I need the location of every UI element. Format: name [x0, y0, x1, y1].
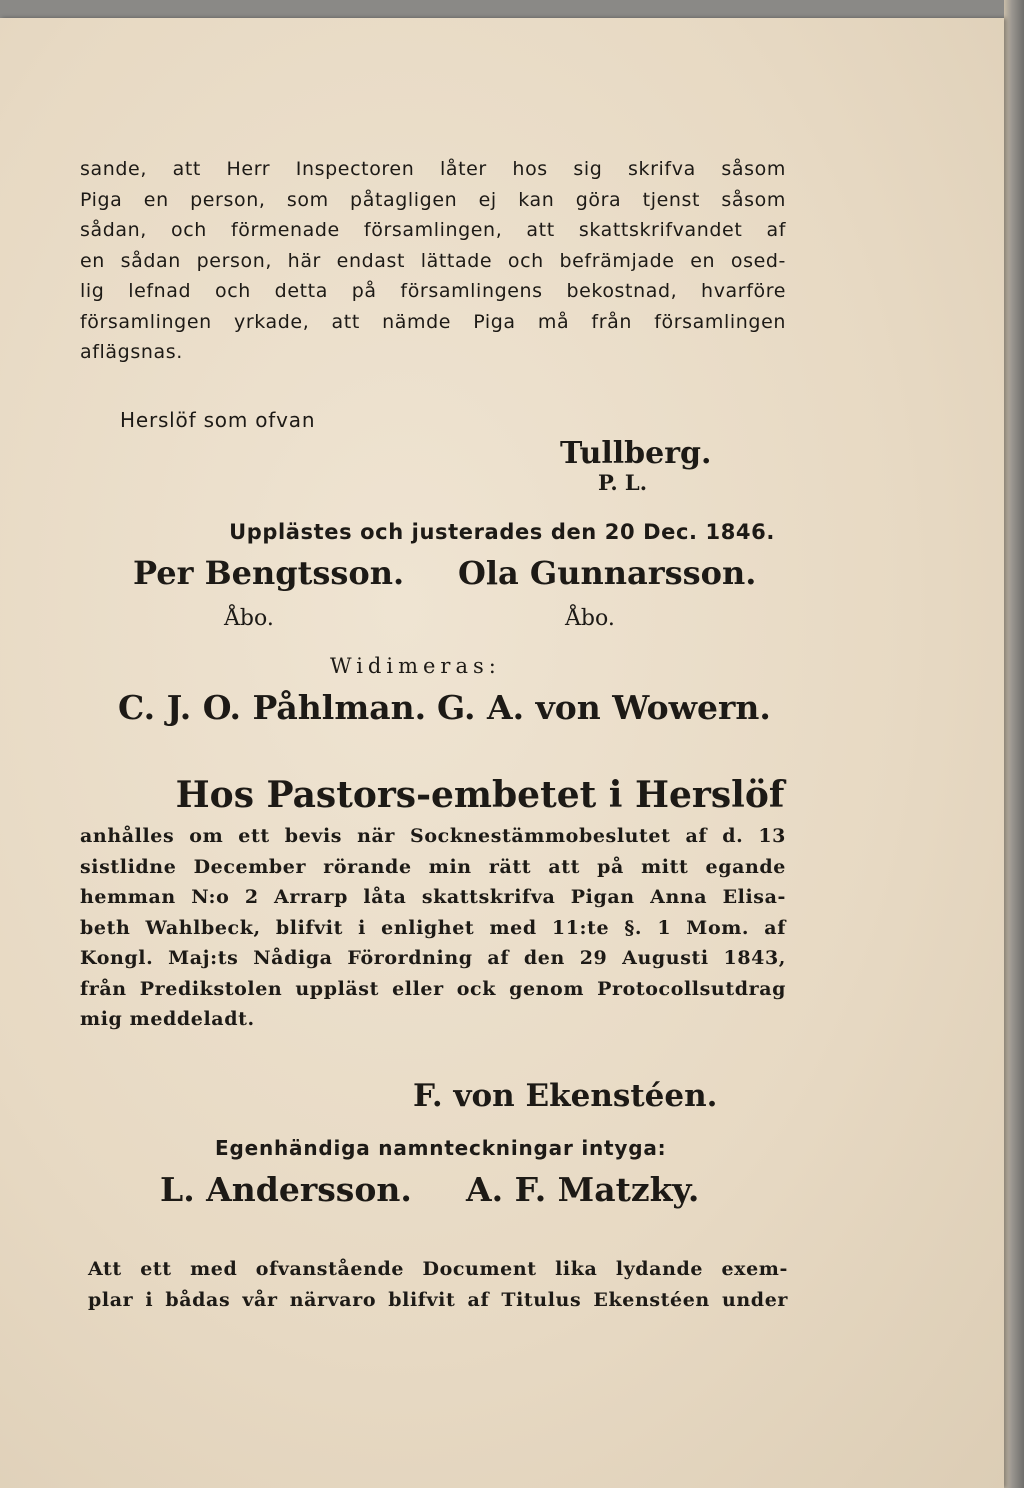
text-line: hemman N:o 2 Arrarp låta skattskrifva Pigan Anna Elisa- — [80, 886, 786, 908]
attester-von-wowern: G. A. von Wowern. — [437, 688, 771, 727]
page-edge-shadow — [1004, 0, 1024, 1488]
signer-tullberg-title: P. L. — [598, 470, 648, 495]
text-line: anhålles om ett bevis när Socknestämmobeslutet af d. 13 — [80, 825, 786, 847]
background-top — [0, 0, 1024, 18]
attest-word: Widimeras: — [330, 654, 501, 678]
text-line: sistlidne December rörande min rätt att på mitt egande — [80, 855, 786, 878]
witness-per-bengtsson: Per Bengtsson. — [133, 554, 405, 592]
certify-line: Egenhändiga namnteckningar intyga: — [215, 1136, 667, 1160]
paragraph-request — [80, 821, 786, 1035]
text-line: Kongl. Maj:ts Nådiga Förordning af den 29 Augusti 1843, — [80, 947, 786, 969]
paragraph-petition — [80, 154, 786, 368]
document-page — [0, 18, 1004, 1488]
witness-ola-place: Åbo. — [565, 606, 615, 631]
cert-matzky: A. F. Matzky. — [466, 1170, 700, 1209]
signer-ekensteen: F. von Ekenstéen. — [413, 1078, 718, 1114]
place-line: Herslöf som ofvan — [120, 408, 316, 432]
signer-tullberg: Tullberg. — [560, 436, 712, 471]
text-line: plar i bådas vår närvaro blifvit af Titulus Ekenstéen under — [88, 1288, 788, 1311]
text-line: beth Wahlbeck, blifvit i enlighet med 11:te §. 1 Mom. af — [80, 916, 786, 939]
text-line: från Predikstolen uppläst eller ock genom Protocollsutdrag — [80, 977, 786, 1000]
text-line: sande, att Herr Inspectoren låter hos sig skrifva såsom — [80, 158, 786, 180]
text-line: Piga en person, som påtagligen ej kan göra tjenst såsom — [80, 188, 786, 211]
paragraph-closing — [88, 1254, 788, 1315]
text-line: församlingen yrkade, att nämde Piga må från församlingen — [80, 310, 786, 333]
witness-ola-gunnarsson: Ola Gunnarsson. — [458, 554, 757, 592]
text-line: sådan, och förmenade församlingen, att skattskrifvandet af — [80, 219, 786, 241]
witness-per-place: Åbo. — [224, 606, 274, 631]
text-line: Att ett med ofvanstående Document lika lydande exem- — [88, 1258, 788, 1280]
text-line: lig lefnad och detta på församlingens bekostnad, hvarföre — [80, 280, 786, 302]
attester-pahlman: C. J. O. Påhlman. — [118, 688, 427, 727]
read-line: Upplästes och justerades den 20 Dec. 1846. — [229, 520, 775, 544]
text-line: en sådan person, här endast lättade och befrämjade en osed- — [80, 249, 786, 272]
text-line: mig meddeladt. — [80, 1008, 255, 1030]
cert-andersson: L. Andersson. — [160, 1170, 412, 1209]
heading-pastors-embetet: Hos Pastors-embetet i Herslöf — [175, 774, 785, 816]
text-line: aflägsnas. — [80, 341, 183, 363]
